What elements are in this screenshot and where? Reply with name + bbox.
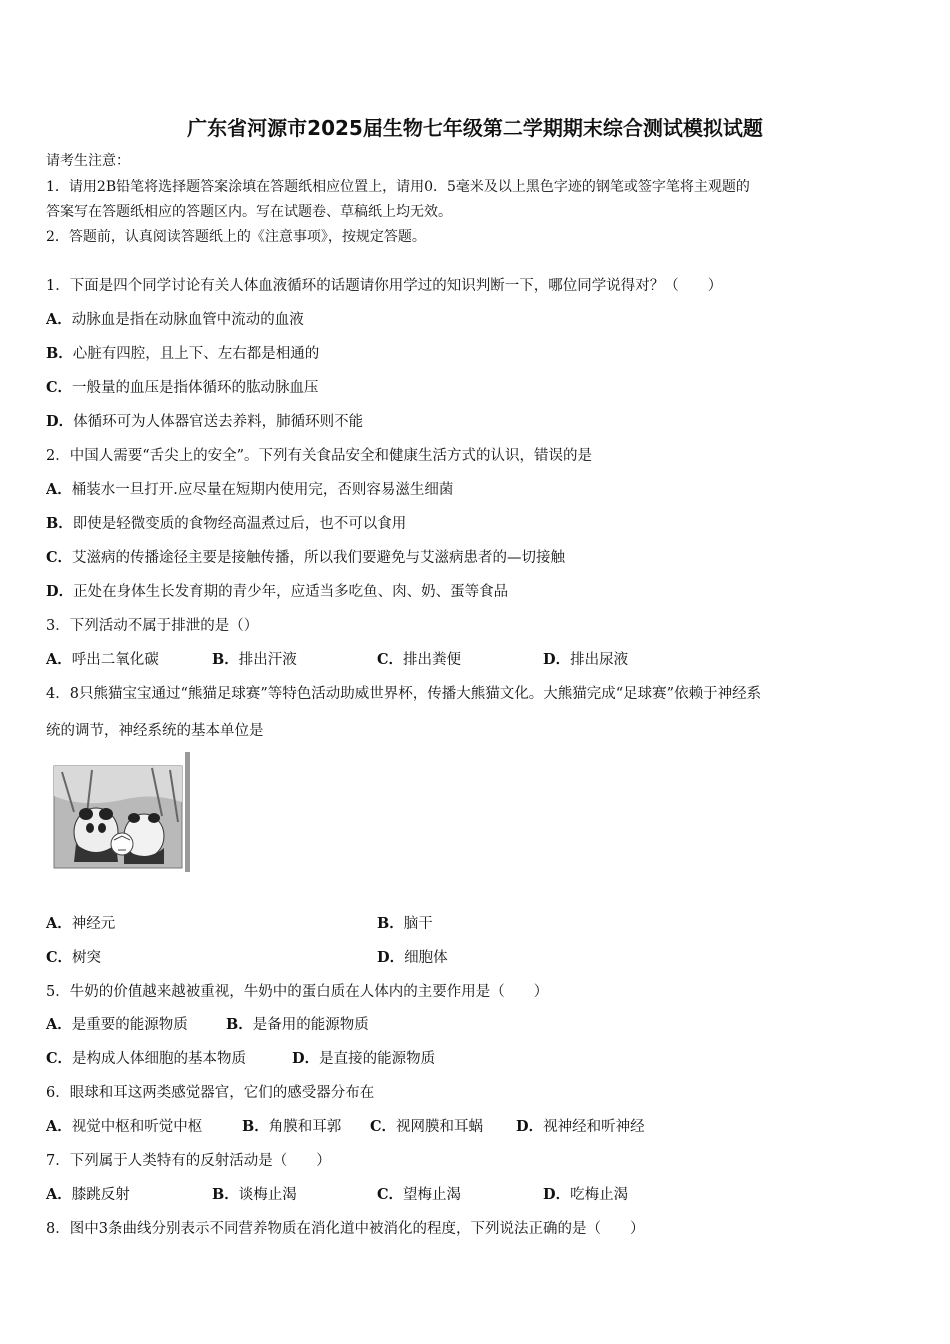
option-label: B． — [377, 915, 404, 932]
option-label: B． — [46, 345, 73, 362]
question-7-options — [46, 1186, 746, 1204]
option-label: A． — [46, 915, 72, 932]
option-text: 排出粪便 — [403, 652, 462, 668]
question-5-option-a[interactable] — [46, 1016, 188, 1034]
option-label: D． — [543, 651, 571, 668]
option-text: 脑干 — [403, 916, 433, 932]
option-text: 排出汗液 — [238, 652, 297, 668]
option-text: 视神经和听神经 — [543, 1119, 645, 1135]
question-4-options-row-1 — [46, 915, 746, 933]
option-label: B． — [212, 651, 239, 668]
option-text: 谈梅止渴 — [238, 1187, 297, 1203]
option-text: 体循环可为人体器官送去养料，肺循环则不能 — [73, 414, 364, 430]
question-6-options — [46, 1118, 906, 1136]
question-3-options — [46, 651, 746, 669]
question-1-option-d[interactable] — [46, 413, 363, 431]
question-4-option-c[interactable] — [46, 949, 101, 967]
question-4-options-row-2 — [46, 949, 746, 967]
notice-item-2: 2．答题前，认真阅读答题纸上的《注意事项》，按规定答题。 — [46, 229, 426, 245]
option-label: D． — [46, 583, 74, 600]
option-text: 动脉血是指在动脉血管中流动的血液 — [71, 312, 304, 328]
option-text: 心脏有四腔，且上下、左右都是相通的 — [72, 346, 320, 362]
question-1-option-c[interactable] — [46, 379, 319, 397]
question-3-option-d[interactable] — [543, 651, 628, 669]
question-2-option-b[interactable] — [46, 515, 406, 533]
question-7-option-d[interactable] — [543, 1186, 628, 1204]
question-6-option-d[interactable] — [516, 1118, 645, 1136]
option-label: A． — [46, 1016, 72, 1033]
option-label: B． — [46, 515, 73, 532]
question-3-option-a[interactable] — [46, 651, 159, 669]
question-3-option-c[interactable] — [377, 651, 461, 669]
option-text: 吃梅止渴 — [570, 1187, 629, 1203]
option-text: 呼出二氧化碳 — [71, 652, 159, 668]
option-text: 膝跳反射 — [71, 1187, 130, 1203]
option-text: 一般量的血压是指体循环的肱动脉血压 — [72, 380, 319, 396]
option-label: A． — [46, 651, 72, 668]
option-text: 是重要的能源物质 — [71, 1017, 188, 1033]
question-4-option-a[interactable] — [46, 915, 115, 933]
option-label: C． — [46, 549, 73, 566]
option-label: D． — [46, 413, 74, 430]
option-label: C． — [46, 1050, 73, 1067]
notice-item-1-cont: 答案写在答题纸相应的答题区内。写在试题卷、草稿纸上均无效。 — [46, 204, 452, 220]
option-text: 细胞体 — [404, 950, 448, 966]
option-label: D． — [516, 1118, 544, 1135]
option-label: C． — [46, 379, 73, 396]
option-label: A． — [46, 481, 72, 498]
question-7-option-a[interactable] — [46, 1186, 130, 1204]
question-6-option-a[interactable] — [46, 1118, 202, 1136]
option-text: 神经元 — [71, 916, 116, 932]
option-label: D． — [292, 1050, 320, 1067]
option-label: C． — [377, 651, 404, 668]
option-label: C． — [46, 949, 73, 966]
option-text: 排出尿液 — [570, 652, 629, 668]
option-text: 角膜和耳郭 — [268, 1119, 342, 1135]
option-text: 望梅止渴 — [403, 1187, 462, 1203]
question-4-option-d[interactable] — [377, 949, 448, 967]
option-label: C． — [370, 1118, 397, 1135]
question-2-stem: 2．中国人需要“舌尖上的安全”。下列有关食品安全和健康生活方式的认识，错误的是 — [46, 448, 593, 464]
question-2-option-c[interactable] — [46, 549, 565, 567]
question-3-option-b[interactable] — [212, 651, 297, 669]
question-4-stem-cont: 统的调节，神经系统的基本单位是 — [46, 723, 264, 739]
option-text: 是构成人体细胞的基本物质 — [72, 1051, 247, 1067]
question-7-option-b[interactable] — [212, 1186, 297, 1204]
option-text: 艾滋病的传播途径主要是接触传播，所以我们要避免与艾滋病患者的—切接触 — [72, 550, 566, 566]
option-text: 视网膜和耳蜗 — [396, 1119, 484, 1135]
question-5-options-row-1 — [46, 1016, 746, 1034]
question-5-option-d[interactable] — [292, 1050, 435, 1068]
question-6-option-c[interactable] — [370, 1118, 483, 1136]
question-8-stem: 8．图中3条曲线分别表示不同营养物质在消化道中被消化的程度，下列说法正确的是（ ） — [46, 1221, 645, 1237]
question-5-stem: 5．牛奶的价值越来越被重视，牛奶中的蛋白质在人体内的主要作用是（ ） — [46, 984, 549, 1000]
question-5-options-row-2 — [46, 1050, 746, 1068]
option-label: A． — [46, 1186, 72, 1203]
option-label: B． — [242, 1118, 269, 1135]
option-text: 正处在身体生长发育期的青少年，应适当多吃鱼、肉、奶、蛋等食品 — [73, 584, 509, 600]
option-text: 是备用的能源物质 — [252, 1017, 369, 1033]
option-text: 是直接的能源物质 — [319, 1051, 436, 1067]
option-text: 树突 — [72, 950, 102, 966]
question-1-option-a[interactable] — [46, 311, 304, 329]
question-4-option-b[interactable] — [377, 915, 433, 933]
question-6-stem: 6．眼球和耳这两类感觉器官，它们的感受器分布在 — [46, 1085, 375, 1101]
panda-photo-icon — [52, 752, 194, 872]
page-title: 广东省河源市2025届生物七年级第二学期期末综合测试模拟试题 — [187, 116, 763, 140]
question-3-stem: 3．下列活动不属于排泄的是（） — [46, 618, 259, 634]
question-4-stem: 4．8只熊猫宝宝通过“熊猫足球赛”等特色活动助威世界杯，传播大熊猫文化。大熊猫完成“足球赛”依赖于神经系 — [46, 686, 762, 702]
option-label: B． — [212, 1186, 239, 1203]
question-7-stem: 7．下列属于人类特有的反射活动是（ ） — [46, 1153, 331, 1169]
question-5-option-b[interactable] — [226, 1016, 369, 1034]
option-label: D． — [543, 1186, 571, 1203]
option-text: 即使是轻微变质的食物经高温煮过后，也不可以食用 — [72, 516, 407, 532]
question-5-option-c[interactable] — [46, 1050, 246, 1068]
question-2-option-a[interactable] — [46, 481, 453, 499]
question-2-option-d[interactable] — [46, 583, 508, 601]
option-label: A． — [46, 311, 72, 328]
question-7-option-c[interactable] — [377, 1186, 461, 1204]
notice-item-1: 1．请用2B铅笔将选择题答案涂填在答题纸相应位置上，请用0．5毫米及以上黑色字迹的钢笔或签字笔将主观题的 — [46, 179, 750, 195]
question-6-option-b[interactable] — [242, 1118, 341, 1136]
option-label: B． — [226, 1016, 253, 1033]
option-label: A． — [46, 1118, 72, 1135]
question-1-stem: 1．下面是四个同学讨论有关人体血液循环的话题请你用学过的知识判断一下，哪位同学说得对？（ ） — [46, 278, 723, 294]
question-1-option-b[interactable] — [46, 345, 319, 363]
option-text: 桶装水一旦打开.应尽量在短期内使用完，否则容易滋生细菌 — [71, 482, 454, 498]
option-text: 视觉中枢和听觉中枢 — [71, 1119, 203, 1135]
notice-heading: 请考生注意： — [46, 153, 130, 169]
option-label: D． — [377, 949, 405, 966]
option-label: C． — [377, 1186, 404, 1203]
